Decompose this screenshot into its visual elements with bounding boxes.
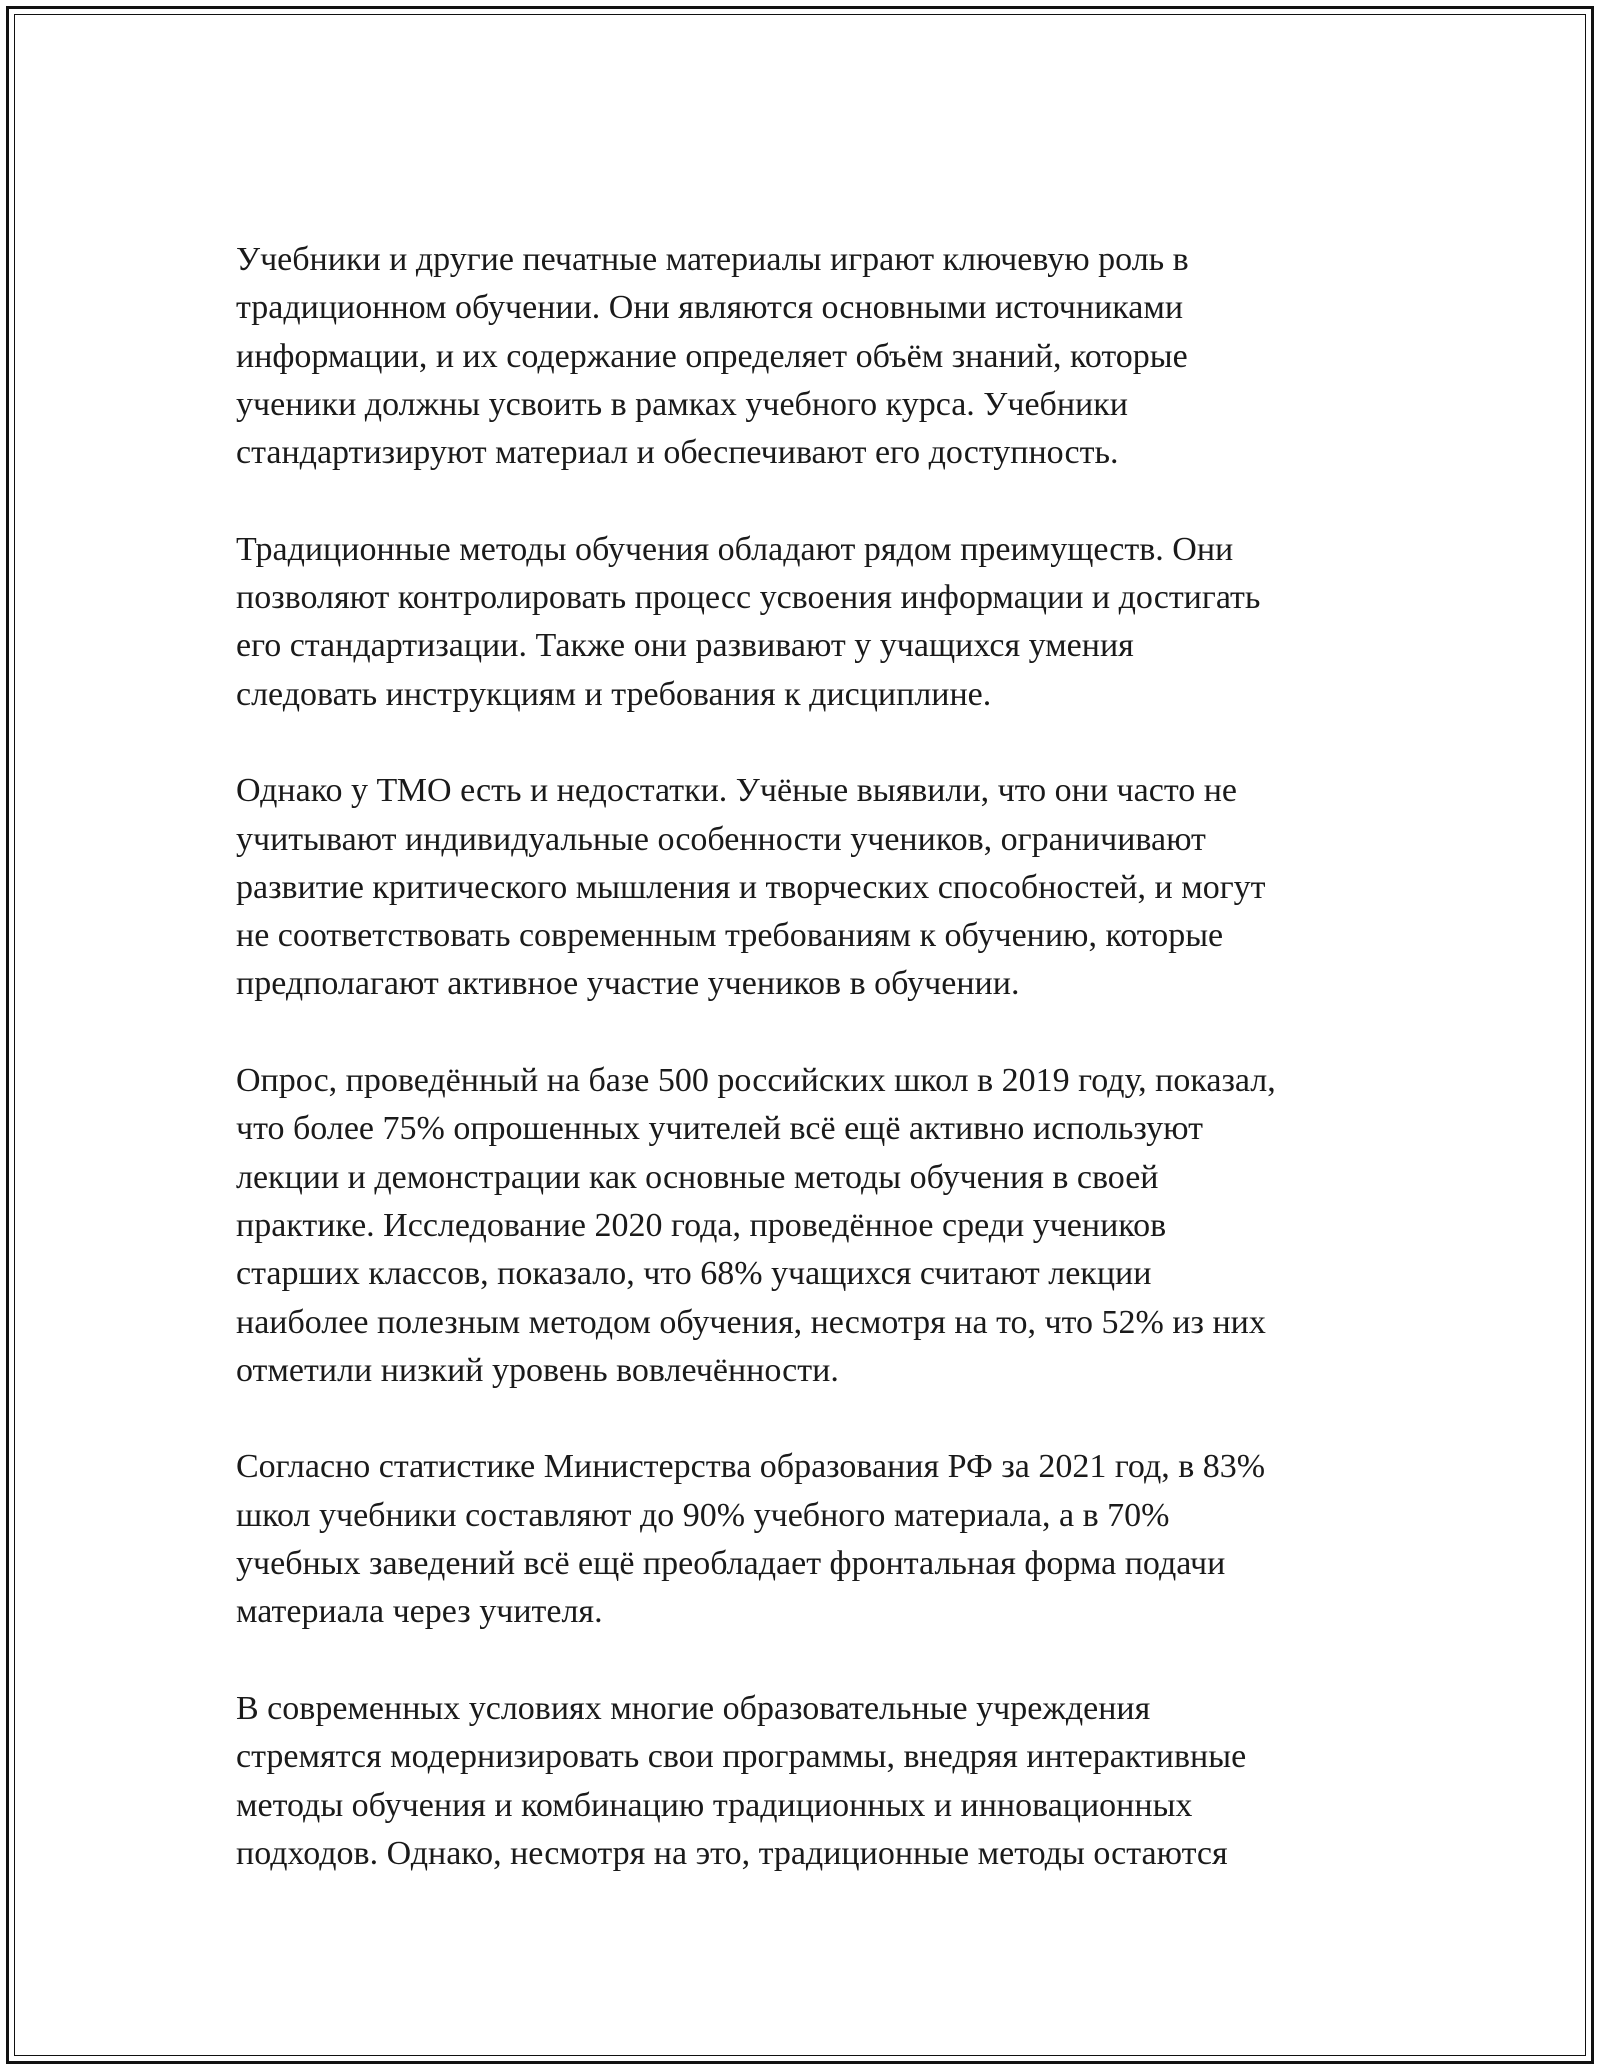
text-line: информации, и их содержание определяет объём знаний, которые <box>236 337 1188 375</box>
text-line: Учебники и другие печатные материалы играют ключевую роль в <box>236 241 1189 278</box>
paragraph <box>236 767 1396 1008</box>
text-line: подходов. Однако, несмотря на это, традиционные методы остаются <box>236 1834 1228 1872</box>
text-line: следовать инструкциям и требования к дисциплине. <box>236 675 992 713</box>
text-line: традиционном обучении. Они являются основными источниками <box>236 289 1184 327</box>
text-line: Однако у ТМО есть и недостатки. Учёные выявили, что они часто не <box>236 772 1238 810</box>
paragraph <box>236 1057 1396 1395</box>
text-line: наиболее полезным методом обучения, несмотря на то, что 52% из них <box>236 1303 1266 1341</box>
text-line: практике. Исследование 2020 года, проведённое среди учеников <box>236 1206 1167 1244</box>
text-line: отметили низкий уровень вовлечённости. <box>236 1351 839 1389</box>
document-body <box>236 236 1396 1926</box>
text-line: что более 75% опрошенных учителей всё ещё активно используют <box>236 1110 1203 1148</box>
text-line: позволяют контролировать процесс усвоения информации и достигать <box>236 579 1261 617</box>
text-line: учебных заведений всё ещё преобладает фронтальная форма подачи <box>236 1545 1226 1583</box>
text-line: Согласно статистике Министерства образования РФ за 2021 год, в 83% <box>236 1448 1266 1486</box>
paragraph <box>236 236 1396 477</box>
text-line: старших классов, показало, что 68% учащихся считают лекции <box>236 1255 1152 1293</box>
text-line: предполагают активное участие учеников в обучении. <box>236 965 1020 1003</box>
text-line: учитывают индивидуальные особенности учеников, ограничивают <box>236 820 1206 858</box>
text-line: стремятся модернизировать свои программы, внедряя интерактивные <box>236 1738 1247 1776</box>
text-line: развитие критического мышления и творческих способностей, и могут <box>236 868 1266 906</box>
text-line: ученики должны усвоить в рамках учебного курса. Учебники <box>236 385 1128 423</box>
text-line: не соответствовать современным требованиям к обучению, которые <box>236 917 1224 955</box>
paragraph <box>236 1443 1396 1636</box>
text-line: методы обучения и комбинацию традиционных и инновационных <box>236 1786 1193 1824</box>
text-line: Традиционные методы обучения обладают рядом преимуществ. Они <box>236 530 1234 568</box>
text-line: материала через учителя. <box>236 1593 603 1631</box>
text-line: В современных условиях многие образовательные учреждения <box>236 1689 1151 1727</box>
text-line: лекции и демонстрации как основные методы обучения в своей <box>236 1158 1159 1196</box>
text-line: Опрос, проведённый на базе 500 российских школ в 2019 году, показал, <box>236 1062 1276 1100</box>
text-line: школ учебники составляют до 90% учебного материала, а в 70% <box>236 1496 1170 1534</box>
paragraph <box>236 1685 1396 1878</box>
paragraph <box>236 526 1396 719</box>
text-line: его стандартизации. Также они развивают у учащихся умения <box>236 627 1134 665</box>
text-line: стандартизируют материал и обеспечивают его доступность. <box>236 434 1119 472</box>
